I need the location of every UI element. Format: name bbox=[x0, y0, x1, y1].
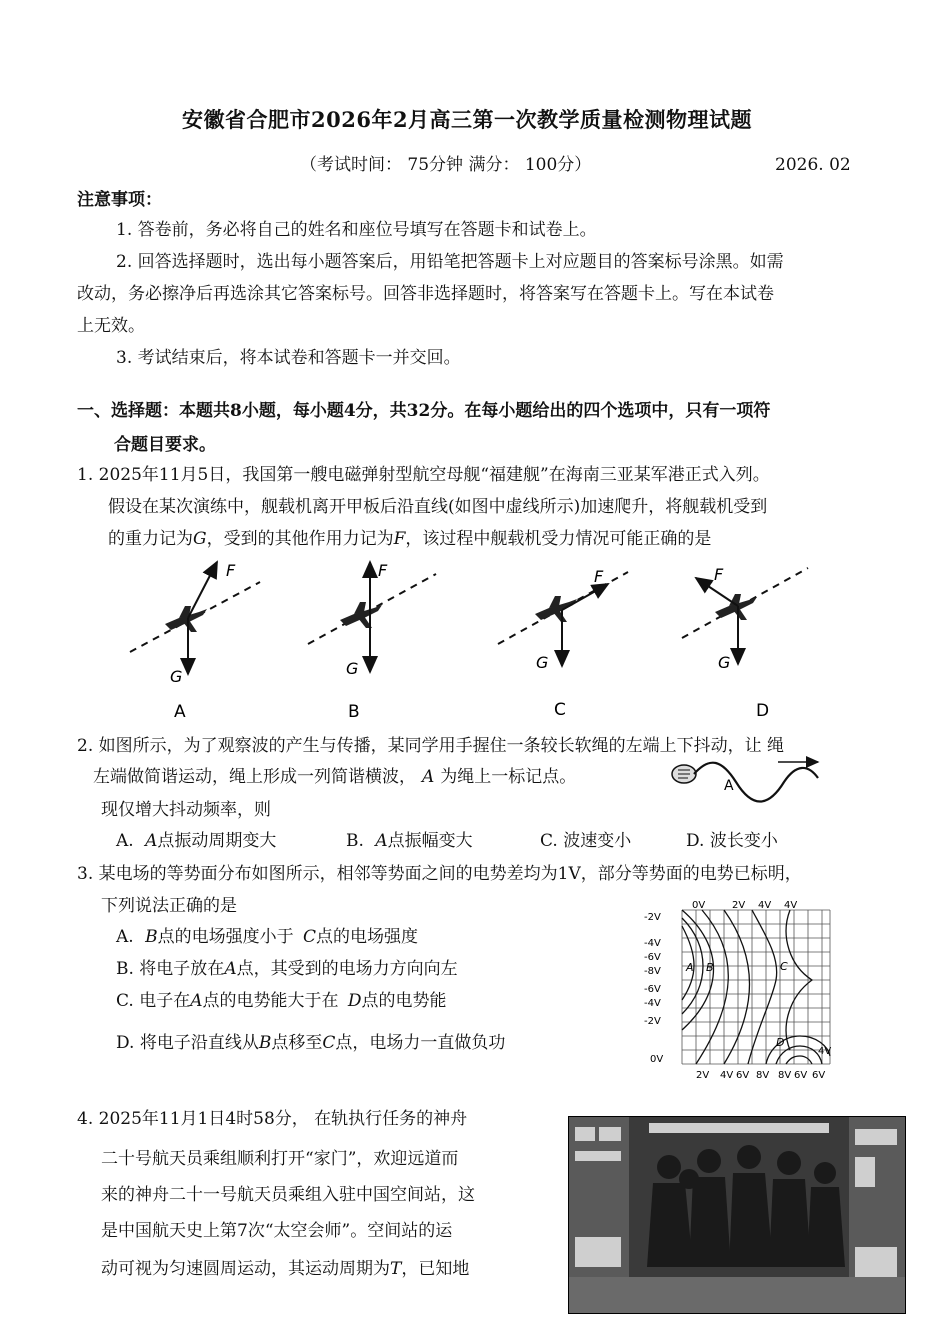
q3-bottom-label: 6V bbox=[812, 1070, 826, 1081]
q1-c-force-f-label: F bbox=[594, 567, 604, 586]
q3-left-label: -2V bbox=[644, 912, 661, 923]
q3-opt-text: C. 电子在 bbox=[116, 991, 191, 1011]
notice-item-2-line-1: 2. 回答选择题时，选出每小题答案后，用铅笔把答题卡上对应题目的答案标号涂黑。如需 bbox=[116, 252, 784, 272]
exam-date: 2026. 02 bbox=[775, 155, 851, 175]
q3-opt-text: 点的电场强度小于 bbox=[157, 927, 294, 947]
q2-option-c: C. 波速变小 bbox=[540, 831, 632, 851]
q2-option-b bbox=[346, 828, 473, 854]
q3-top-label: 0V bbox=[692, 900, 706, 911]
q3-opt-var: C bbox=[322, 1033, 336, 1053]
q3-point-d: D bbox=[776, 1036, 785, 1049]
section-1-heading-cont: 合题目要求。 bbox=[114, 435, 216, 455]
q4-stem-line-5 bbox=[101, 1256, 469, 1282]
q2-opt-text: 点振幅变大 bbox=[387, 831, 473, 851]
q3-opt-text: 点的电势能 bbox=[361, 991, 447, 1011]
q3-left-label: -4V bbox=[644, 938, 661, 949]
q2-stem-line-3: 现仅增大抖动频率，则 bbox=[101, 800, 271, 820]
q3-left-label: -6V bbox=[644, 952, 661, 963]
page-title: 安徽省合肥市2026年2月高三第一次教学质量检测物理试题 bbox=[182, 107, 753, 132]
q3-left-label: -2V bbox=[644, 1016, 661, 1027]
q3-top-label: 4V bbox=[784, 900, 798, 911]
q3-bottom-label: 6V bbox=[794, 1070, 808, 1081]
q1-option-d-label: D bbox=[756, 701, 770, 721]
q3-bottom-label: 8V bbox=[756, 1070, 770, 1081]
q1-option-d-diagram bbox=[682, 565, 808, 721]
q3-top-label: 4V bbox=[758, 900, 772, 911]
q2-opt-var: A bbox=[145, 831, 158, 851]
q3-point-b: B bbox=[706, 961, 714, 974]
q2-var-a: A bbox=[422, 767, 435, 787]
q3-bottom-label: 6V bbox=[736, 1070, 750, 1081]
section-1-heading: 一、选择题：本题共8小题，每小题4分，共32分。在每小题给出的四个选项中，只有一项符 bbox=[77, 401, 771, 421]
notice-item-3: 3. 考试结束后，将本试卷和答题卡一并交回。 bbox=[116, 348, 461, 368]
q1-d-force-f-label: F bbox=[714, 565, 724, 584]
q3-left-label: -8V bbox=[644, 966, 661, 977]
q2-option-a bbox=[116, 828, 276, 854]
q3-opt-var: A bbox=[224, 959, 237, 979]
q4-text: 动可视为匀速圆周运动，其运动周期为 bbox=[101, 1259, 390, 1279]
q4-space-station-photo bbox=[568, 1116, 906, 1314]
q3-point-c: C bbox=[780, 960, 788, 973]
q3-opt-text: 点的电场强度 bbox=[316, 927, 419, 947]
q3-opt-text: 点移至 bbox=[271, 1033, 323, 1053]
q2-opt-label: A. bbox=[116, 831, 134, 851]
q4-stem-line-2: 二十号航天员乘组顺利打开“家门”，欢迎远道而 bbox=[101, 1149, 459, 1169]
q4-text: ，已知地 bbox=[401, 1259, 470, 1279]
q3-opt-label: A. bbox=[116, 927, 134, 947]
q3-left-label: 0V bbox=[650, 1054, 664, 1065]
q1-option-b-label: B bbox=[348, 702, 360, 722]
q1-option-c-diagram bbox=[498, 567, 628, 720]
q3-left-label: -4V bbox=[644, 998, 661, 1009]
exam-time-info: （考试时间： 75分钟 满分： 100分） bbox=[300, 155, 592, 175]
q1-option-b-diagram bbox=[308, 561, 436, 722]
q3-opt-text: B. 将电子放在 bbox=[116, 959, 225, 979]
q2-opt-label: B. bbox=[346, 831, 364, 851]
q4-stem-line-3: 来的神舟二十一号航天员乘组入驻中国空间站，这 bbox=[101, 1185, 475, 1205]
q3-left-label: -6V bbox=[644, 984, 661, 995]
q1-c-force-g-label: G bbox=[536, 653, 549, 672]
q4-stem-line-1: 4. 2025年11月1日4时58分， 在轨执行任务的神舟 bbox=[77, 1109, 468, 1129]
q3-opt-var: A bbox=[190, 991, 203, 1011]
q1-force-diagrams bbox=[110, 556, 830, 724]
q1-a-force-f-label: F bbox=[226, 561, 236, 580]
q1-var-f: F bbox=[393, 529, 406, 549]
q2-stem-line-1: 2. 如图所示，为了观察波的产生与传播，某同学用手握住一条较长软绳的左端上下抖动，让 绳 bbox=[77, 736, 785, 756]
q3-option-d bbox=[116, 1030, 505, 1056]
rope-wave bbox=[694, 763, 818, 802]
q1-a-force-g-label: G bbox=[170, 667, 183, 686]
q3-point-a: A bbox=[686, 961, 694, 974]
q2-point-a-label: A bbox=[724, 778, 734, 794]
q3-opt-text: 点，电场力一直做负功 bbox=[335, 1033, 506, 1053]
q3-opt-var: B bbox=[145, 927, 158, 947]
notice-item-2-line-3: 上无效。 bbox=[77, 316, 145, 336]
q3-option-b bbox=[116, 956, 458, 982]
q1-option-a-label: A bbox=[174, 702, 186, 722]
q1-option-c-label: C bbox=[554, 700, 566, 720]
q2-option-d: D. 波长变小 bbox=[686, 831, 778, 851]
q2-rope-wave-figure bbox=[668, 752, 828, 814]
notice-item-1: 1. 答卷前，务必将自己的姓名和座位号填写在答题卡和试卷上。 bbox=[116, 220, 597, 240]
q3-opt-var: C bbox=[303, 927, 317, 947]
q2-text: 为绳上一标记点。 bbox=[440, 767, 577, 787]
q3-top-label: 2V bbox=[732, 900, 746, 911]
q3-opt-text: D. 将电子沿直线从 bbox=[116, 1033, 259, 1053]
q1-text: 的重力记为 bbox=[108, 529, 193, 549]
q3-bottom-label: 2V bbox=[696, 1070, 710, 1081]
q1-text: ，该过程中舰载机受力情况可能正确的是 bbox=[405, 529, 712, 549]
q1-b-force-g-label: G bbox=[346, 659, 359, 678]
q2-text: 左端做简谐运动，绳上形成一列简谐横波， bbox=[93, 767, 416, 787]
q3-opt-text: 点，其受到的电场力方向向左 bbox=[236, 959, 458, 979]
q1-stem-line-2: 假设在某次演练中，舰载机离开甲板后沿直线(如图中虚线所示)加速爬升，将舰载机受到 bbox=[108, 497, 768, 517]
notice-heading: 注意事项： bbox=[77, 190, 162, 210]
q3-equipotential-figure bbox=[640, 896, 840, 1082]
q3-opt-text: 点的电势能大于在 bbox=[202, 991, 339, 1011]
q1-b-force-f-label: F bbox=[378, 561, 388, 580]
q4-stem-line-4: 是中国航天史上第7次“太空会师”。空间站的运 bbox=[101, 1221, 453, 1241]
q1-text: ，受到的其他作用力记为 bbox=[206, 529, 394, 549]
q3-right-label: 4V bbox=[818, 1046, 832, 1057]
q1-option-a-diagram bbox=[130, 561, 260, 722]
q2-stem-line-2 bbox=[93, 764, 576, 790]
q3-stem-line-2: 下列说法正确的是 bbox=[101, 896, 237, 916]
q1-stem-line-3 bbox=[108, 526, 711, 552]
q3-stem-line-1: 3. 某电场的等势面分布如图所示，相邻等势面之间的电势差均为1V，部分等势面的电势已标明， bbox=[77, 864, 802, 884]
q3-opt-var: D bbox=[347, 991, 362, 1011]
astronauts-photo-illustration bbox=[569, 1117, 905, 1313]
q3-option-c bbox=[116, 988, 447, 1014]
q3-opt-var: B bbox=[258, 1033, 272, 1053]
q4-var-t: T bbox=[390, 1259, 402, 1279]
q1-d-force-g-label: G bbox=[718, 653, 731, 672]
q1-stem-line-1: 1. 2025年11月5日，我国第一艘电磁弹射型航空母舰“福建舰”在海南三亚某军港正式入列。 bbox=[77, 465, 770, 485]
q3-bottom-label: 8V bbox=[778, 1070, 792, 1081]
q3-option-a bbox=[116, 924, 418, 950]
q2-opt-var: A bbox=[375, 831, 388, 851]
q2-opt-text: 点振动周期变大 bbox=[157, 831, 277, 851]
q1-var-g: G bbox=[193, 529, 207, 549]
notice-item-2-line-2: 改动，务必擦净后再选涂其它答案标号。回答非选择题时，将答案写在答题卡上。写在本试卷 bbox=[77, 284, 774, 304]
q3-bottom-label: 4V bbox=[720, 1070, 734, 1081]
